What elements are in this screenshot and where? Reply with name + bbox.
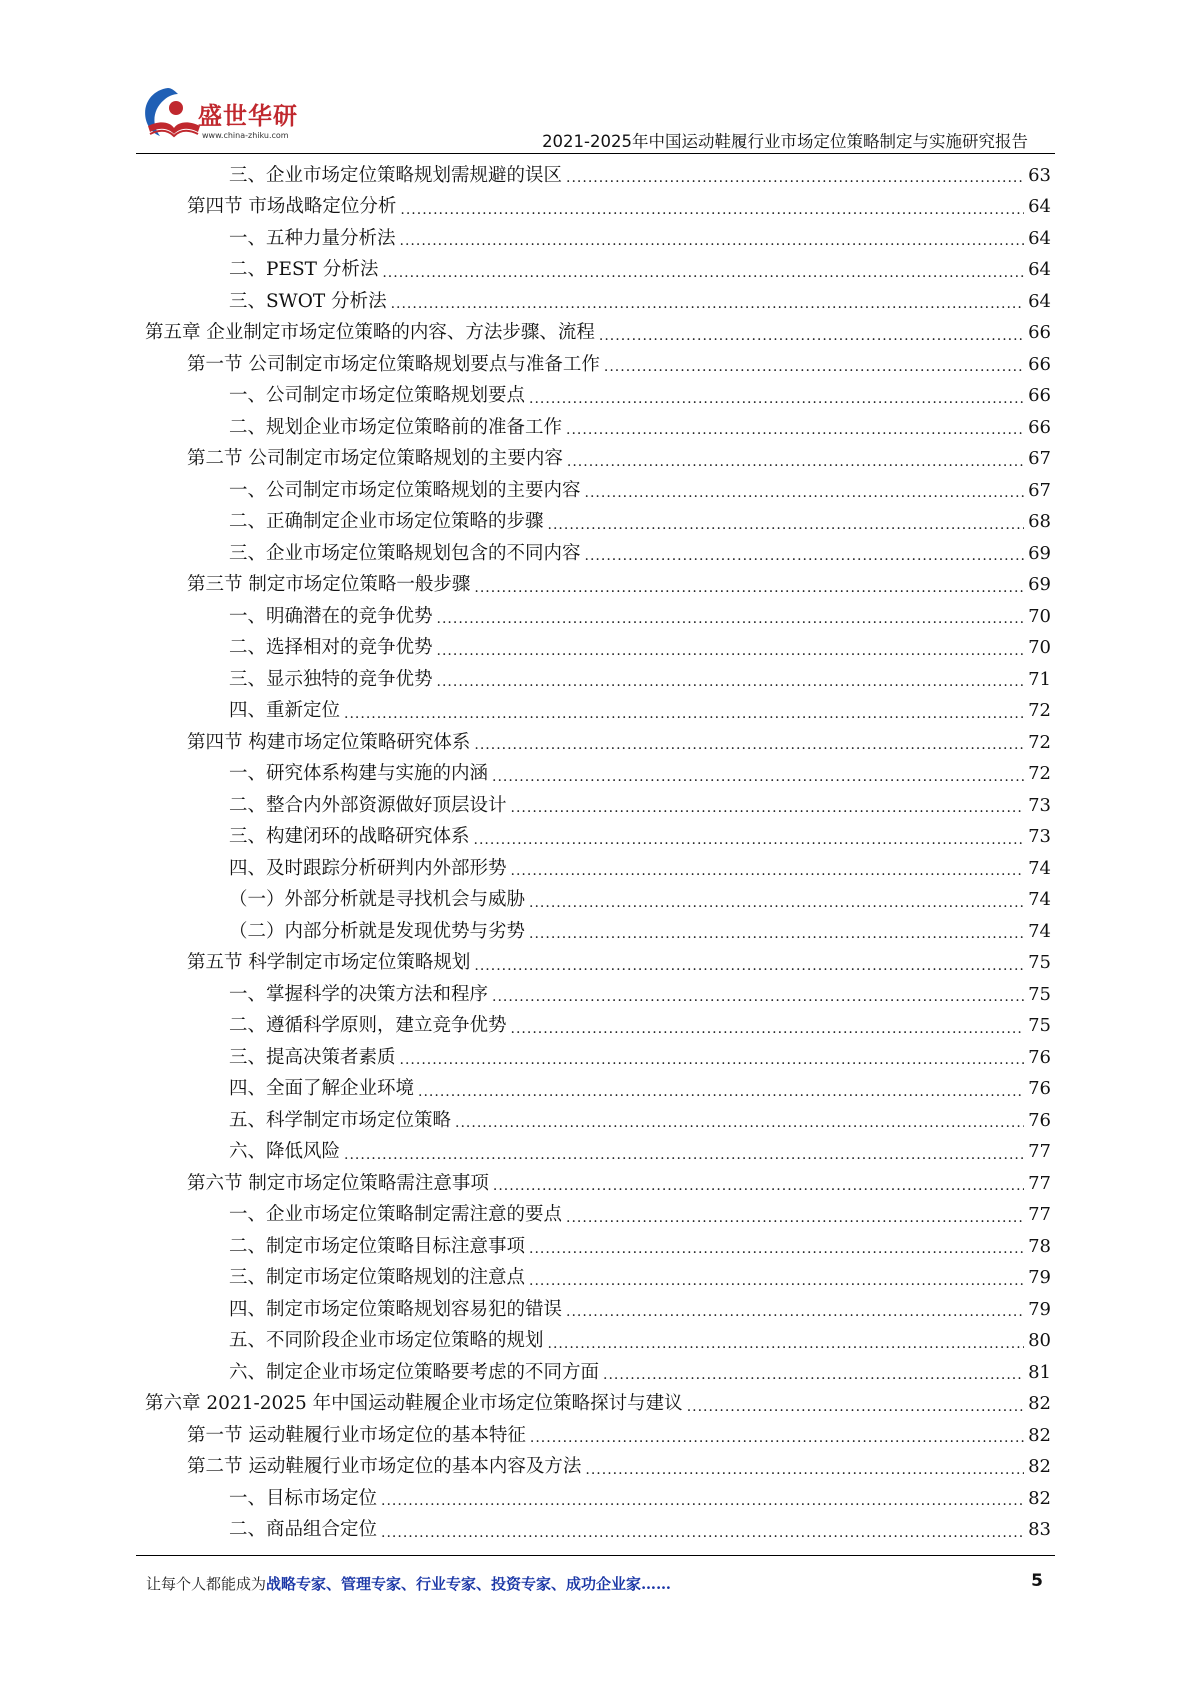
toc-leader-dots	[529, 1238, 1024, 1257]
toc-leader-dots	[585, 1458, 1024, 1477]
toc-entry[interactable]	[145, 1326, 1051, 1358]
toc-leader-dots	[400, 198, 1024, 217]
toc-entry-label: 第二节 公司制定市场定位策略规划的主要内容	[187, 448, 563, 469]
toc-leader-dots	[566, 419, 1024, 438]
toc-entry-label: 一、五种力量分析法	[229, 227, 396, 249]
toc-entry-page: 67	[1028, 448, 1051, 470]
toc-entry-label: 第一节 运动鞋履行业市场定位的基本特征	[187, 1424, 526, 1446]
toc-entry-page: 68	[1028, 511, 1051, 533]
toc-leader-dots	[529, 923, 1024, 942]
toc-entry-page: 77	[1028, 1172, 1051, 1194]
toc-entry-page: 77	[1028, 1141, 1051, 1163]
toc-entry-label: 一、目标市场定位	[229, 1487, 378, 1509]
toc-leader-dots	[493, 1175, 1024, 1194]
toc-leader-dots	[604, 356, 1024, 375]
toc-leader-dots	[585, 482, 1025, 501]
toc-entry-page: 64	[1028, 227, 1051, 249]
toc-entry-label: 第六章 2021-2025 年中国运动鞋履企业市场定位策略探讨与建议	[145, 1393, 683, 1414]
toc-entry-label: 一、企业市场定位策略制定需注意的要点	[229, 1204, 563, 1225]
toc-entry[interactable]	[145, 160, 1051, 192]
toc-leader-dots	[511, 797, 1025, 816]
toc-entry-page: 66	[1028, 322, 1051, 344]
toc-entry-label: 四、制定市场定位策略规划容易犯的错误	[229, 1298, 563, 1320]
toc-entry-label: 一、公司制定市场定位策略规划的主要内容	[229, 479, 581, 501]
toc-leader-dots	[529, 1269, 1024, 1288]
toc-entry[interactable]	[145, 1452, 1051, 1484]
toc-leader-dots	[548, 1332, 1025, 1351]
toc-leader-dots	[566, 1301, 1024, 1320]
toc-entry-page: 82	[1028, 1487, 1051, 1509]
toc-entry-label: 二、遵循科学原则，建立竞争优势	[229, 1015, 507, 1036]
toc-entry-label: 六、降低风险	[229, 1141, 341, 1162]
toc-entry-label: 二、规划企业市场定位策略前的准备工作	[229, 416, 563, 438]
toc-leader-dots	[381, 1490, 1024, 1509]
toc-leader-dots	[382, 261, 1024, 280]
toc-entry-page: 66	[1028, 416, 1051, 438]
toc-entry[interactable]	[145, 1389, 1051, 1421]
toc-entry[interactable]	[145, 381, 1051, 413]
toc-entry-page: 72	[1028, 763, 1051, 785]
toc-entry-label: 四、及时跟踪分析研判内外部形势	[229, 857, 507, 879]
toc-entry[interactable]	[145, 192, 1051, 224]
toc-leader-dots	[492, 765, 1024, 784]
toc-leader-dots	[474, 954, 1024, 973]
toc-entry[interactable]	[145, 286, 1051, 318]
toc-leader-dots	[530, 1427, 1024, 1446]
document-title: 2021-2025年中国运动鞋履行业市场定位策略制定与实施研究报告	[542, 132, 1028, 151]
toc-entry-label: 第六节 制定市场定位策略需注意事项	[187, 1172, 489, 1194]
toc-entry[interactable]	[145, 633, 1051, 665]
page-number: 5	[1031, 1571, 1043, 1591]
toc-entry-label: 四、重新定位	[229, 700, 341, 721]
toc-entry-label: 一、研究体系构建与实施的内涵	[229, 763, 489, 784]
toc-leader-dots	[474, 828, 1025, 847]
toc-entry-label: 三、企业市场定位策略规划包含的不同内容	[229, 542, 581, 564]
toc-entry-page: 66	[1028, 385, 1051, 407]
toc-entry-label: 四、全面了解企业环境	[229, 1078, 415, 1099]
toc-entry[interactable]	[145, 1294, 1051, 1326]
toc-leader-dots	[687, 1395, 1024, 1414]
toc-leader-dots	[529, 387, 1024, 406]
toc-leader-dots	[344, 1143, 1024, 1162]
toc-entry-page: 64	[1028, 290, 1051, 312]
toc-leader-dots	[511, 860, 1025, 879]
toc-leader-dots	[437, 608, 1025, 627]
toc-leader-dots	[548, 513, 1025, 532]
toc-entry-label: 二、正确制定企业市场定位策略的步骤	[229, 511, 544, 532]
toc-leader-dots	[381, 1521, 1024, 1540]
toc-entry-label: 五、科学制定市场定位策略	[229, 1109, 452, 1131]
toc-leader-dots	[566, 167, 1024, 186]
toc-entry[interactable]	[145, 223, 1051, 255]
toc-entry[interactable]	[145, 601, 1051, 633]
toc-entry[interactable]	[145, 1231, 1051, 1263]
toc-leader-dots	[566, 1206, 1024, 1225]
toc-entry-page: 66	[1028, 353, 1051, 375]
toc-leader-dots	[585, 545, 1025, 564]
toc-entry[interactable]	[145, 727, 1051, 759]
toc-leader-dots	[567, 450, 1024, 469]
toc-entry-page: 73	[1028, 794, 1051, 816]
toc-entry-label: 第五章 企业制定市场定位策略的内容、方法步骤、流程	[145, 322, 595, 343]
toc-entry[interactable]	[145, 916, 1051, 948]
toc-leader-dots	[492, 986, 1024, 1005]
toc-entry[interactable]	[145, 696, 1051, 728]
toc-entry-page: 75	[1028, 952, 1051, 974]
toc-entry-page: 63	[1028, 164, 1051, 186]
toc-entry-label: 二、整合内外部资源做好顶层设计	[229, 794, 507, 816]
toc-entry-label: 五、不同阶段企业市场定位策略的规划	[229, 1330, 544, 1351]
toc-entry[interactable]	[145, 1483, 1051, 1515]
table-of-contents	[145, 160, 1051, 1546]
toc-entry-label: 三、企业市场定位策略规划需规避的误区	[229, 164, 563, 186]
toc-leader-dots	[344, 702, 1024, 721]
toc-entry-page: 75	[1028, 1015, 1051, 1037]
toc-entry[interactable]	[145, 1042, 1051, 1074]
toc-entry-page: 72	[1028, 700, 1051, 722]
toc-entry[interactable]	[145, 507, 1051, 539]
toc-entry-label: 第四节 构建市场定位策略研究体系	[187, 731, 471, 753]
toc-entry[interactable]	[145, 1263, 1051, 1295]
toc-entry-page: 70	[1028, 637, 1051, 659]
toc-entry[interactable]	[145, 1011, 1051, 1043]
header-divider	[136, 153, 1055, 154]
toc-entry[interactable]	[145, 1074, 1051, 1106]
footer-slogan-highlight: 战略专家、管理专家、行业专家、投资专家、成功企业家……	[266, 1575, 672, 1593]
company-logo	[138, 82, 308, 152]
toc-leader-dots	[418, 1080, 1024, 1099]
toc-entry[interactable]	[145, 1137, 1051, 1169]
toc-entry[interactable]	[145, 1105, 1051, 1137]
toc-entry-label: 第五节 科学制定市场定位策略规划	[187, 952, 471, 973]
toc-entry[interactable]	[145, 1168, 1051, 1200]
toc-entry-label: （一）外部分析就是寻找机会与威胁	[229, 889, 526, 910]
toc-entry[interactable]	[145, 475, 1051, 507]
toc-entry-label: 三、SWOT 分析法	[229, 290, 387, 312]
logo-book-icon	[138, 82, 202, 146]
footer-divider	[136, 1555, 1055, 1556]
toc-entry[interactable]	[145, 538, 1051, 570]
toc-leader-dots	[391, 293, 1025, 312]
toc-entry[interactable]	[145, 664, 1051, 696]
toc-entry-page: 82	[1028, 1393, 1051, 1415]
footer-slogan	[146, 1573, 671, 1594]
toc-entry-page: 70	[1028, 605, 1051, 627]
toc-leader-dots	[474, 576, 1024, 595]
logo-name: 盛世华研	[198, 102, 298, 130]
toc-entry-page: 73	[1028, 826, 1051, 848]
toc-entry-page: 75	[1028, 983, 1051, 1005]
toc-entry[interactable]	[145, 1200, 1051, 1232]
toc-entry-label: 第四节 市场战略定位分析	[187, 196, 397, 217]
toc-entry-page: 78	[1028, 1235, 1051, 1257]
toc-entry-page: 64	[1028, 196, 1051, 218]
toc-leader-dots	[529, 891, 1024, 910]
toc-entry-label: 第三节 制定市场定位策略一般步骤	[187, 574, 471, 595]
toc-entry[interactable]	[145, 1357, 1051, 1389]
toc-entry[interactable]	[145, 979, 1051, 1011]
toc-entry[interactable]	[145, 790, 1051, 822]
toc-entry-page: 82	[1028, 1424, 1051, 1446]
toc-entry-label: 第一节 公司制定市场定位策略规划要点与准备工作	[187, 353, 600, 375]
toc-leader-dots	[599, 324, 1024, 343]
toc-entry-label: 一、公司制定市场定位策略规划要点	[229, 385, 526, 406]
toc-leader-dots	[455, 1112, 1024, 1131]
toc-entry-page: 80	[1028, 1330, 1051, 1352]
toc-entry[interactable]	[145, 412, 1051, 444]
toc-entry-label: 二、商品组合定位	[229, 1519, 378, 1540]
toc-entry-page: 79	[1028, 1267, 1051, 1289]
toc-entry-page: 72	[1028, 731, 1051, 753]
toc-entry[interactable]	[145, 444, 1051, 476]
toc-leader-dots	[400, 1049, 1025, 1068]
toc-entry[interactable]	[145, 885, 1051, 917]
toc-leader-dots	[437, 639, 1025, 658]
toc-entry-label: 三、提高决策者素质	[229, 1046, 396, 1068]
toc-entry[interactable]	[145, 853, 1051, 885]
toc-entry-page: 76	[1028, 1046, 1051, 1068]
toc-entry-page: 76	[1028, 1109, 1051, 1131]
toc-entry-page: 74	[1028, 889, 1051, 911]
toc-entry[interactable]	[145, 948, 1051, 980]
toc-entry-page: 83	[1028, 1519, 1051, 1541]
toc-entry-page: 69	[1028, 542, 1051, 564]
toc-entry[interactable]	[145, 1420, 1051, 1452]
toc-entry-page: 81	[1028, 1361, 1051, 1383]
toc-entry[interactable]	[145, 759, 1051, 791]
toc-entry[interactable]	[145, 255, 1051, 287]
toc-entry[interactable]	[145, 570, 1051, 602]
toc-entry-label: 三、制定市场定位策略规划的注意点	[229, 1267, 526, 1288]
toc-entry-page: 69	[1028, 574, 1051, 596]
toc-entry-page: 64	[1028, 259, 1051, 281]
toc-entry[interactable]	[145, 349, 1051, 381]
toc-entry-page: 82	[1028, 1456, 1051, 1478]
toc-entry-label: 第二节 运动鞋履行业市场定位的基本内容及方法	[187, 1456, 582, 1477]
toc-entry[interactable]	[145, 1515, 1051, 1547]
toc-entry-page: 79	[1028, 1298, 1051, 1320]
toc-entry-label: 一、掌握科学的决策方法和程序	[229, 983, 489, 1005]
toc-leader-dots	[603, 1364, 1024, 1383]
toc-entry-page: 74	[1028, 857, 1051, 879]
toc-entry-label: 三、构建闭环的战略研究体系	[229, 826, 470, 847]
toc-entry-page: 77	[1028, 1204, 1051, 1226]
toc-entry-page: 76	[1028, 1078, 1051, 1100]
footer-slogan-prefix: 让每个人都能成为	[146, 1575, 267, 1593]
toc-entry-label: 三、显示独特的竞争优势	[229, 668, 433, 690]
toc-leader-dots	[474, 734, 1024, 753]
toc-leader-dots	[511, 1017, 1025, 1036]
toc-entry-label: （二）内部分析就是发现优势与劣势	[229, 920, 526, 942]
toc-entry-page: 71	[1028, 668, 1051, 690]
toc-entry-page: 74	[1028, 920, 1051, 942]
logo-url: www.china-zhiku.com	[202, 131, 289, 140]
toc-entry-label: 一、明确潜在的竞争优势	[229, 605, 433, 627]
toc-entry-label: 二、PEST 分析法	[229, 259, 379, 280]
toc-entry[interactable]	[145, 822, 1051, 854]
toc-entry[interactable]	[145, 318, 1051, 350]
toc-leader-dots	[437, 671, 1025, 690]
toc-entry-page: 67	[1028, 479, 1051, 501]
toc-entry-label: 二、选择相对的竞争优势	[229, 637, 433, 658]
toc-leader-dots	[400, 230, 1025, 249]
toc-entry-label: 二、制定市场定位策略目标注意事项	[229, 1235, 526, 1257]
toc-entry-label: 六、制定企业市场定位策略要考虑的不同方面	[229, 1361, 600, 1383]
